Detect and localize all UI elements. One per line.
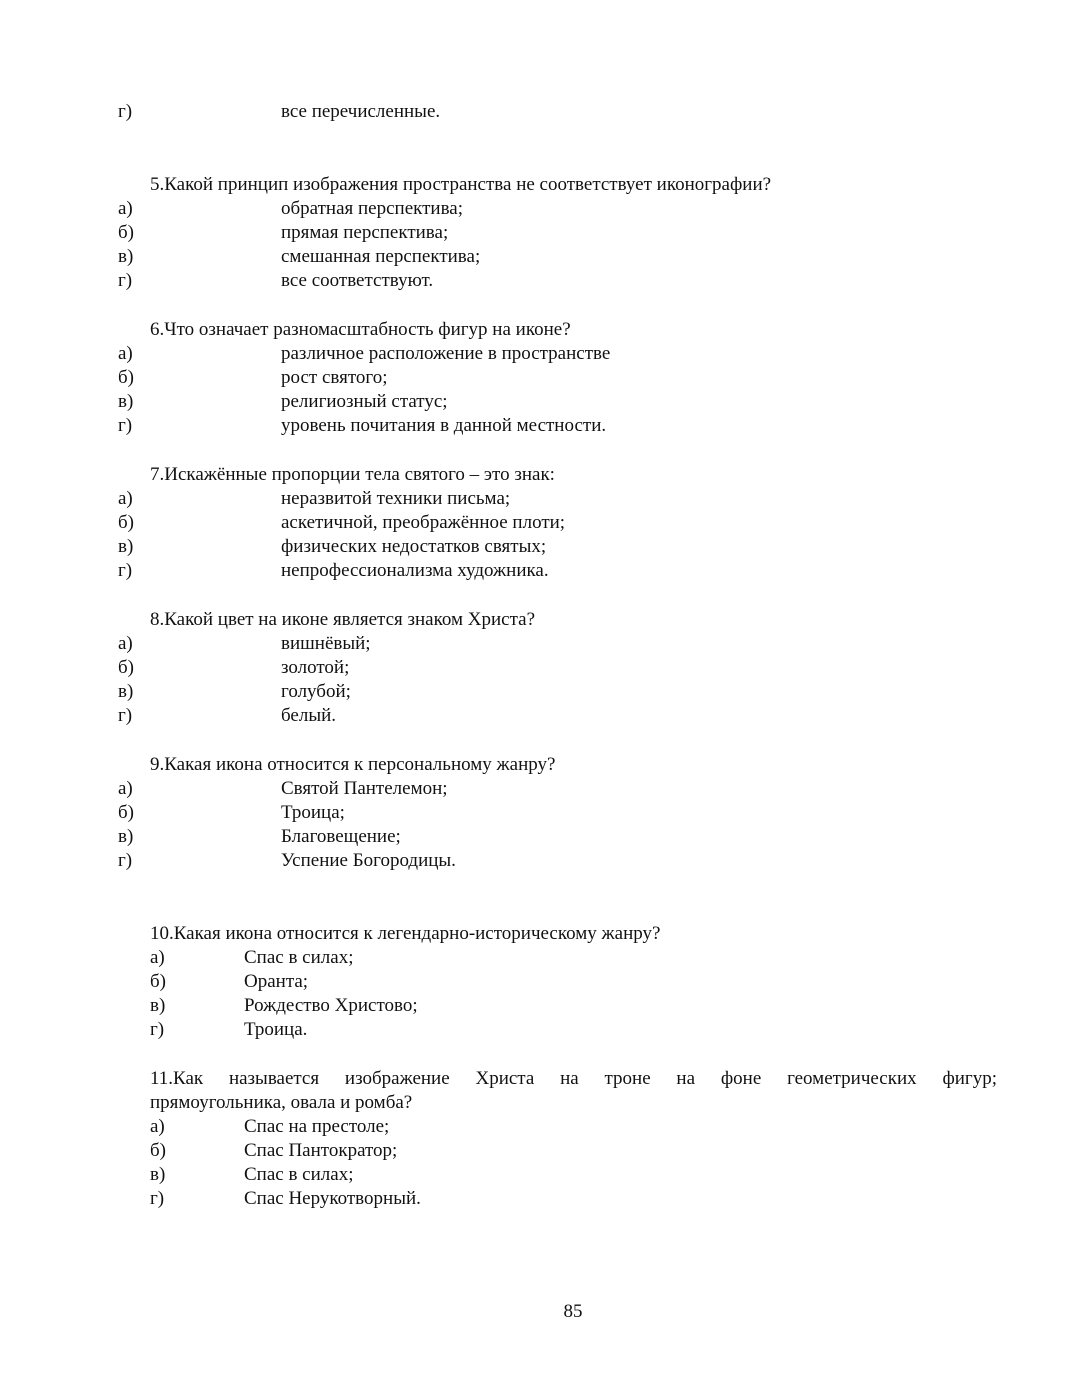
option-letter: а) bbox=[118, 488, 133, 509]
option-text: Спас Пантократор; bbox=[244, 1140, 398, 1161]
option-letter: г) bbox=[118, 415, 133, 436]
option-letter: в) bbox=[118, 681, 134, 702]
page-number: 85 bbox=[563, 1301, 583, 1322]
option-text: Спас в силах; bbox=[244, 947, 354, 968]
question-9: 9.Какая икона относится к персональному жанру? bbox=[150, 754, 556, 775]
option-letter: а) bbox=[118, 198, 133, 219]
question-5: 5.Какой принцип изображения пространства не соответствует иконографии? bbox=[150, 174, 772, 195]
option-text: все перечисленные. bbox=[281, 101, 441, 122]
option-text: Спас на престоле; bbox=[244, 1116, 390, 1137]
option-text: Оранта; bbox=[244, 971, 309, 992]
option-text: рост святого; bbox=[281, 367, 388, 388]
option-text: прямая перспектива; bbox=[281, 222, 449, 243]
option-text: Рождество Христово; bbox=[244, 995, 418, 1016]
option-text: голубой; bbox=[281, 681, 351, 702]
option-letter: г) bbox=[118, 101, 133, 122]
question-11-line-1: 11.Как называется изображение Христа на троне на фоне геометрических фигур; bbox=[150, 1068, 997, 1089]
option-letter: в) bbox=[118, 536, 134, 557]
option-letter: б) bbox=[118, 222, 134, 243]
option-letter: г) bbox=[150, 1188, 165, 1209]
option-letter: б) bbox=[118, 657, 134, 678]
option-letter: г) bbox=[118, 560, 133, 581]
option-letter: г) bbox=[118, 850, 133, 871]
option-text: непрофессионализма художника. bbox=[281, 560, 549, 581]
option-letter: б) bbox=[150, 971, 166, 992]
option-text: неразвитой техники письма; bbox=[281, 488, 511, 509]
option-letter: б) bbox=[118, 367, 134, 388]
question-11-line-2: прямоугольника, овала и ромба? bbox=[150, 1092, 413, 1113]
option-letter: б) bbox=[118, 512, 134, 533]
option-letter: г) bbox=[118, 270, 133, 291]
option-letter: а) bbox=[118, 343, 133, 364]
question-10: 10.Какая икона относится к легендарно-историческому жанру? bbox=[150, 923, 661, 944]
option-text: уровень почитания в данной местности. bbox=[281, 415, 607, 436]
option-text: Спас в силах; bbox=[244, 1164, 354, 1185]
option-text: все соответствуют. bbox=[281, 270, 434, 291]
option-letter: а) bbox=[150, 1116, 165, 1137]
option-letter: в) bbox=[118, 391, 134, 412]
option-text: Благовещение; bbox=[281, 826, 401, 847]
option-text: вишнёвый; bbox=[281, 633, 371, 654]
option-text: Святой Пантелемон; bbox=[281, 778, 448, 799]
option-letter: г) bbox=[118, 705, 133, 726]
option-text: аскетичной, преображённое плоти; bbox=[281, 512, 566, 533]
option-text: смешанная перспектива; bbox=[281, 246, 481, 267]
option-text: физических недостатков святых; bbox=[281, 536, 547, 557]
option-letter: в) bbox=[150, 995, 166, 1016]
option-text: Успение Богородицы. bbox=[281, 850, 456, 871]
option-letter: г) bbox=[150, 1019, 165, 1040]
option-text: Спас Нерукотворный. bbox=[244, 1188, 421, 1209]
option-text: Троица. bbox=[244, 1019, 308, 1040]
option-text: золотой; bbox=[281, 657, 350, 678]
option-letter: б) bbox=[150, 1140, 166, 1161]
question-6: 6.Что означает разномасштабность фигур на иконе? bbox=[150, 319, 571, 340]
option-letter: а) bbox=[150, 947, 165, 968]
option-text: различное расположение в пространстве bbox=[281, 343, 611, 364]
option-letter: в) bbox=[118, 246, 134, 267]
option-letter: в) bbox=[118, 826, 134, 847]
option-letter: а) bbox=[118, 778, 133, 799]
option-text: белый. bbox=[281, 705, 337, 726]
option-letter: в) bbox=[150, 1164, 166, 1185]
question-8: 8.Какой цвет на иконе является знаком Христа? bbox=[150, 609, 536, 630]
option-letter: б) bbox=[118, 802, 134, 823]
option-text: Троица; bbox=[281, 802, 345, 823]
option-text: религиозный статус; bbox=[281, 391, 448, 412]
option-letter: а) bbox=[118, 633, 133, 654]
question-7: 7.Искажённые пропорции тела святого – это знак: bbox=[150, 464, 555, 485]
option-text: обратная перспектива; bbox=[281, 198, 464, 219]
